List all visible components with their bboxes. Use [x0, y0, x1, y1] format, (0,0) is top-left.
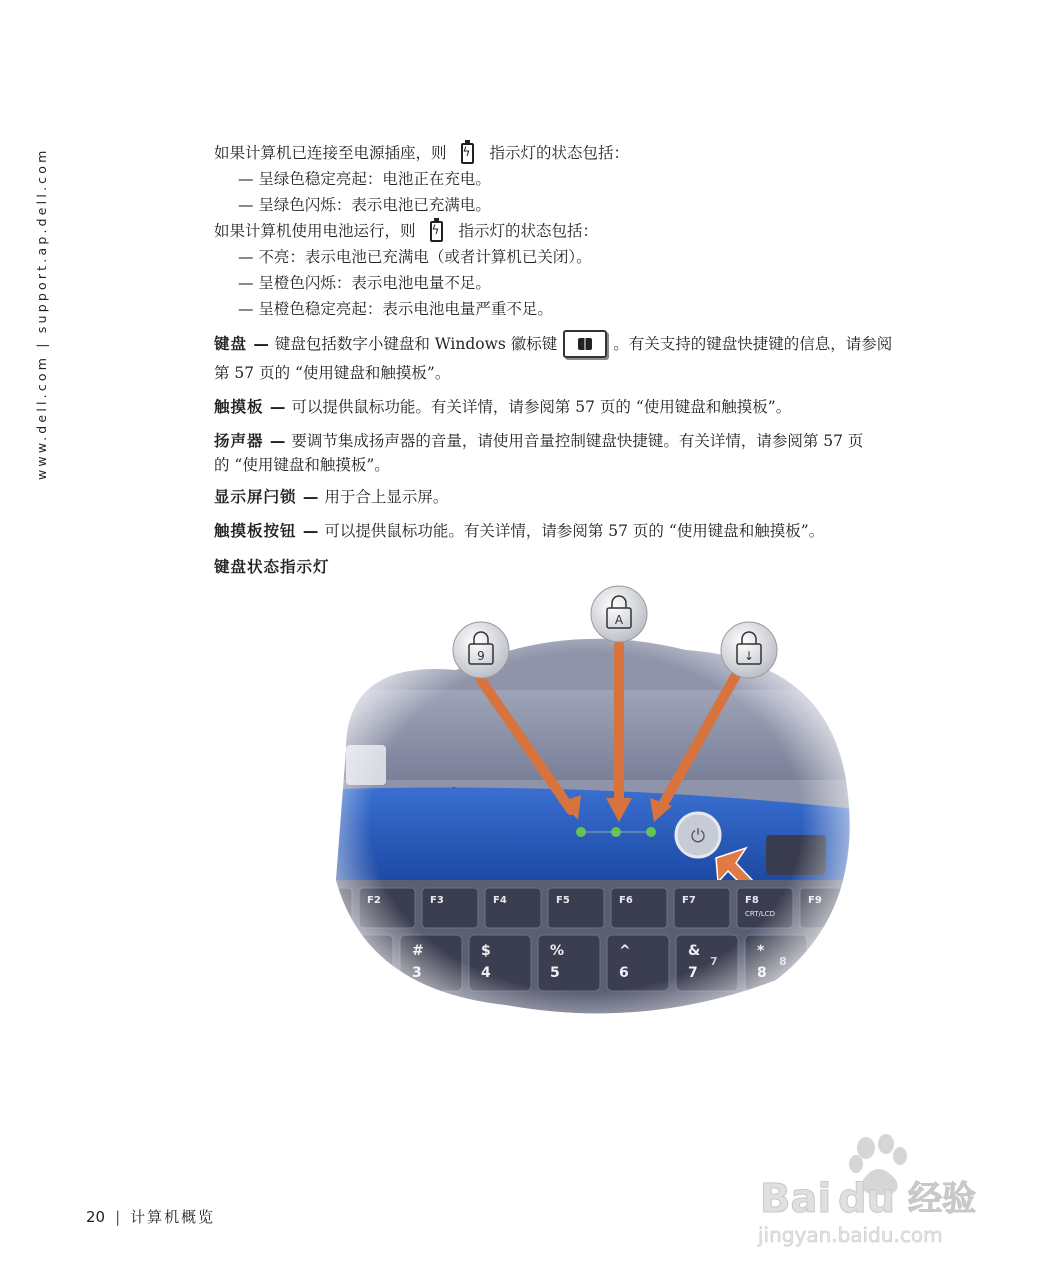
speakers-para [214, 428, 974, 454]
ac-intro [214, 140, 974, 166]
touchpad-buttons-text: 可以提供鼠标功能。有关详情，请参阅第 57 页的 “使用键盘和触摸板”。 [324, 522, 825, 540]
num-lock-bubble [453, 622, 509, 678]
windows-key-icon [563, 330, 607, 358]
num-lock-label: 9 [477, 649, 485, 663]
side-url: www.dell.com | support.ap.dell.com [34, 147, 49, 480]
battery-item-2: — 呈橙色闪烁：表示电池电量不足。 [238, 274, 491, 292]
caps-lock-label: A [614, 613, 624, 627]
page-footer [86, 1206, 215, 1227]
watermark-brand: Bai [760, 1176, 832, 1222]
main-content [214, 140, 974, 578]
speakers-text: 要调节集成扬声器的音量，请使用音量控制键盘快捷键。有关详情，请参阅第 57 页 [291, 432, 864, 450]
caps-lock-bubble [591, 586, 647, 642]
battery-intro [214, 218, 974, 244]
ac-item-1: — 呈绿色稳定亮起：电池正在充电。 [238, 170, 491, 188]
speakers-term: 扬声器 — [214, 432, 287, 450]
footer-section: 计算机概览 [130, 1208, 216, 1226]
footer-separator: | [115, 1207, 121, 1226]
watermark-product: 经验 [908, 1179, 976, 1219]
battery-item-3: — 呈橙色稳定亮起：表示电池电量严重不足。 [238, 300, 553, 318]
keyboard-status-lights-illustration [306, 580, 866, 1020]
battery-light-icon [430, 221, 443, 242]
baidu-watermark [748, 1120, 1008, 1250]
ac-item-2: — 呈绿色闪烁：表示电池已充满电。 [238, 196, 491, 214]
keyboard-text-line2: 第 57 页的 “使用键盘和触摸板”。 [214, 364, 451, 382]
touchpad-buttons-para [214, 518, 974, 544]
speakers-text-line2: 的 “使用键盘和触摸板”。 [214, 456, 390, 474]
keyboard-term: 键盘 — [214, 335, 270, 353]
battery-light-icon [461, 143, 474, 164]
watermark-brand2: du [838, 1176, 896, 1222]
battery-intro-pre: 如果计算机使用电池运行，则 [214, 222, 416, 240]
battery-intro-post: 指示灯的状态包括： [458, 222, 599, 240]
keyboard-text-post: 。有关支持的键盘快捷键的信息，请参阅 [613, 335, 893, 353]
ac-intro-pre: 如果计算机已连接至电源插座，则 [214, 144, 447, 162]
touchpad-buttons-term: 触摸板按钮 — [214, 522, 320, 540]
ac-intro-post: 指示灯的状态包括： [489, 144, 630, 162]
watermark-url: jingyan.baidu.com [758, 1223, 943, 1247]
scroll-lock-bubble [721, 622, 777, 678]
battery-item-1: — 不亮：表示电池已充满电（或者计算机已关闭）。 [238, 248, 592, 266]
touchpad-para [214, 394, 974, 420]
keyboard-text-pre: 键盘包括数字小键盘和 Windows 徽标键 [274, 335, 558, 353]
page-number: 20 [86, 1207, 106, 1226]
latch-term: 显示屏闩锁 — [214, 488, 320, 506]
kb-status-heading: 键盘状态指示灯 [214, 558, 330, 576]
latch-para [214, 484, 974, 510]
latch-text: 用于合上显示屏。 [324, 488, 449, 506]
touchpad-term: 触摸板 — [214, 398, 287, 416]
scroll-lock-label: ↓ [743, 649, 755, 663]
touchpad-text: 可以提供鼠标功能。有关详情，请参阅第 57 页的 “使用键盘和触摸板”。 [291, 398, 792, 416]
keyboard-para [214, 330, 974, 358]
